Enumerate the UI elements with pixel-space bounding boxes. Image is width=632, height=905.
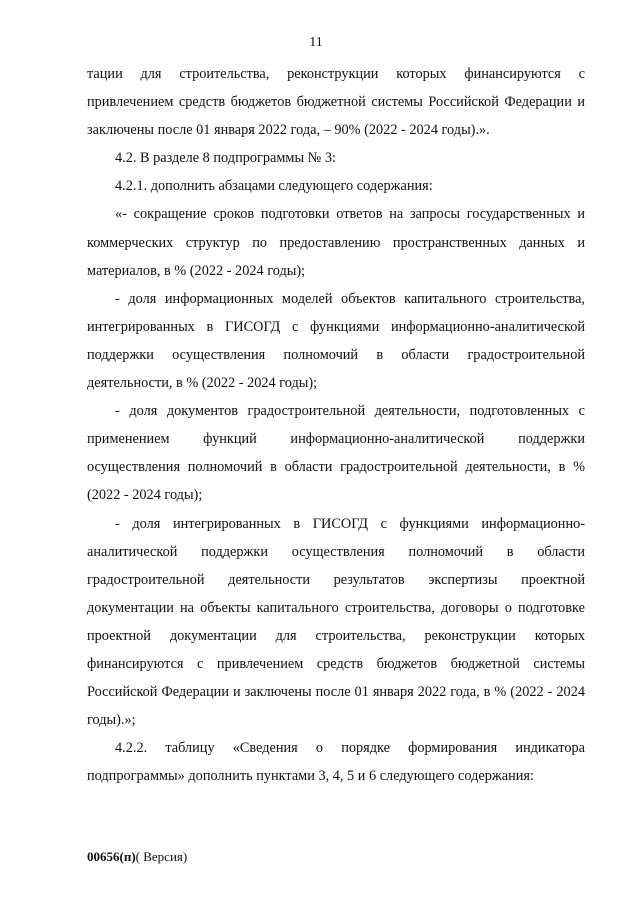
- paragraph-4-2-2: 4.2.2. таблицу «Сведения о порядке формирования индикатора подпрограммы» дополнить пунктами 3, 4, 5 и 6 следующего содержания:: [87, 740, 585, 785]
- document-code: 00656(п): [87, 849, 136, 864]
- footer: [87, 849, 187, 865]
- paragraph-continuation: тации для строительства, реконструкции которых финансируются с привлечением средств бюджетов бюджетной системы Российской Федерации и заключены после 01 января 2022 года, – 90% (2022 - 2024 годы).».: [87, 66, 585, 139]
- paragraph-item-info-models: - доля информационных моделей объектов капитального строительства, интегрированных в ГИСОГД с функциями информационно-аналитической поддержки осуществления полномочий в области градостроительной деятельности, в % (2022 - 2024 годы);: [87, 290, 585, 392]
- paragraph-item-response-time: «- сокращение сроков подготовки ответов на запросы государственных и коммерческих структур по предоставлению пространственных данных и материалов, в % (2022 - 2024 годы);: [87, 206, 585, 279]
- paragraph-item-expertise-results: - доля интегрированных в ГИСОГД с функциями информационно-аналитической поддержки осуществления полномочий в области градостроительной деятельности результатов экспертизы проектной документации на объекты капитального строительства, договоры о подготовке проектной документации для строительства, реконструкции которых финансируются с привлечением средств бюджетов бюджетной системы Российской Федерации и заключены после 01 января 2022 года, в % (2022 - 2024 годы).»;: [87, 515, 585, 729]
- paragraph-section-4-2: 4.2. В разделе 8 подпрограммы № 3:: [115, 150, 336, 167]
- page-number: 11: [309, 35, 323, 50]
- paragraph-4-2-1: 4.2.1. дополнить абзацами следующего содержания:: [115, 178, 433, 195]
- document-body: [87, 60, 585, 790]
- paragraph-item-documents: - доля документов градостроительной деятельности, подготовленных с применением функций информационно-аналитической поддержки осуществления полномочий в области градостроительной деятельности, в % (2022 - 2024 годы);: [87, 403, 585, 504]
- document-version: ( Версия): [135, 849, 188, 864]
